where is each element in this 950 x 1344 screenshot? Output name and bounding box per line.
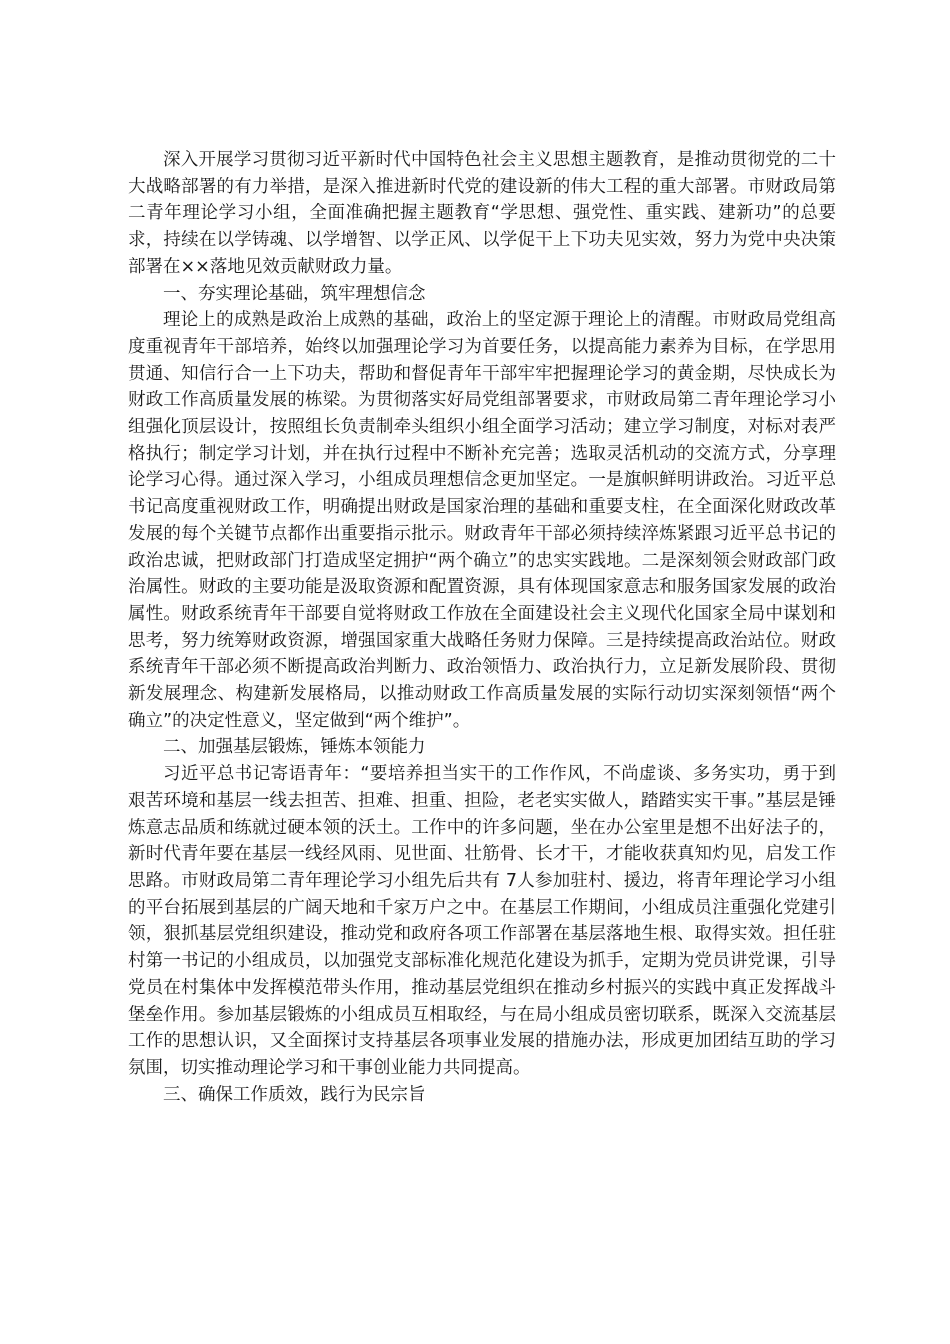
section-2-heading: 二、加强基层锻炼，锤炼本领能力 <box>163 737 426 758</box>
section-2-paragraph: 习近平总书记寄语青年：“要培养担当实干的工作作风，不尚虚谈、多务实功，勇于到艰苦环境和基层一线去担苦、担难、担重、担险，老老实实做人，踏踏实实干事。”基层是锤炼意志品质和练就过硬本领的沃土。工作中的许多问题，坐在办公室里是想不出好法子的，新时代青年要在基层一线经风雨、见世面、壮筋骨、长才干，才能收获真知灼见，启发工作思路。市财政局第二青年理论学习小组先后共有 7人参加驻村、援边，将青年理论学习小组的平台拓展到基层的广阔天地和千家万户之中。在基层工作期间，小组成员注重强化党建引领，狠抓基层党组织建设，推动党和政府各项工作部署在基层落地生根、取得实效。担任驻村第一书记的小组成员，以加强党支部标准化规范化建设为抓手，定期为党员讲党课，引导党员在村集体中发挥模范带头作用，推动基层党组织在推动乡村振兴的实践中真正发挥战斗堡垒作用。参加基层锻炼的小组成员互相取经，与在局小组成员密切联系，既深入交流基层工作的思想认识，又全面探讨支持基层各项事业发展的措施办法，形成更加团结互助的学习氛围，切实推动理论学习和干事创业能力共同提高。 <box>128 764 836 1078</box>
section-1-paragraph: 理论上的成熟是政治上成熟的基础，政治上的坚定源于理论上的清醒。市财政局党组高度重视青年干部培养，始终以加强理论学习为首要任务，以提高能力素养为目标，在学思用贯通、知信行合一上下功夫，帮助和督促青年干部牢牢把握理论学习的黄金期，尽快成长为财政工作高质量发展的栋梁。为贯彻落实好局党组部署要求，市财政局第二青年理论学习小组强化顶层设计，按照组长负责制牵头组织小组全面学习活动；建立学习制度，对标对表严格执行；制定学习计划，并在执行过程中不断补充完善；选取灵活机动的交流方式，分享理论学习心得。通过深入学习，小组成员理想信念更加坚定。一是旗帜鲜明讲政治。习近平总书记高度重视财政工作，明确提出财政是国家治理的基础和重要支柱，在全面深化财政改革发展的每个关键节点都作出重要指示批示。财政青年干部必须持续淬炼紧跟习近平总书记的政治忠诚，把财政部门打造成坚定拥护“两个确立”的忠实实践地。二是深刻领会财政部门政治属性。财政的主要功能是汲取资源和配置资源，具有体现国家意志和服务国家发展的政治属性。财政系统青年干部要自觉将财政工作放在全面建设社会主义现代化国家全局中谋划和思考，努力统筹财政资源，增强国家重大战略任务财力保障。三是持续提高政治站位。财政系统青年干部必须不断提高政治判断力、政治领悟力、政治执行力，立足新发展阶段、贯彻新发展理念、构建新发展格局，以推动财政工作高质量发展的实际行动切实深刻领悟“两个确立”的决定性意义，坚定做到“两个维护”。 <box>128 310 836 731</box>
section-1-heading: 一、夯实理论基础，筑牢理想信念 <box>163 283 426 304</box>
document-body <box>128 147 836 1108</box>
section-3-heading: 三、确保工作质效，践行为民宗旨 <box>163 1084 426 1105</box>
intro-paragraph: 深入开展学习贯彻习近平新时代中国特色社会主义思想主题教育，是推动贯彻党的二十大战略部署的有力举措，是深入推进新时代党的建设新的伟大工程的重大部署。市财政局第二青年理论学习小组，全面准确把握主题教育“学思想、强党性、重实践、建新功”的总要求，持续在以学铸魂、以学增智、以学正风、以学促干上下功夫见实效，努力为党中央决策部署在××落地见效贡献财政力量。 <box>128 150 836 277</box>
